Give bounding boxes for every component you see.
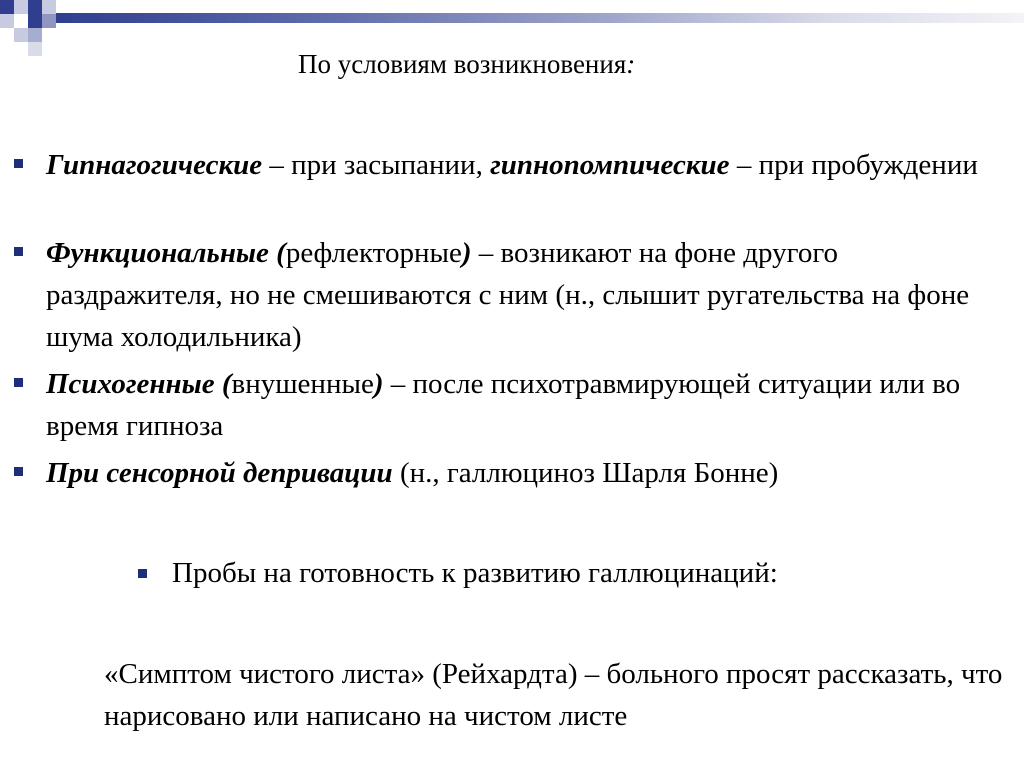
header-square — [28, 42, 42, 56]
term: Психогенные ( — [46, 368, 232, 400]
header-square — [28, 28, 42, 42]
description: – возникают на фоне другого раздражителя, но не смешиваются с ним (н., слышит ругательства на фоне шума холодильника) — [46, 237, 970, 353]
header-square — [0, 14, 14, 28]
header-square — [14, 0, 28, 14]
header-square — [42, 0, 56, 14]
description: – при пробуждении — [729, 149, 978, 181]
slide-title-text: По условиям возникновения — [298, 49, 627, 79]
bullet-square-icon — [14, 159, 23, 168]
term-close: ) — [373, 368, 384, 400]
header-square — [42, 14, 56, 28]
header-square — [0, 0, 14, 14]
bullet-square-icon — [14, 247, 23, 256]
bullet-square-icon — [14, 467, 23, 476]
description: – при засыпании, — [262, 149, 491, 181]
list-item-text — [46, 232, 1006, 358]
slide-title-colon: : — [626, 49, 636, 79]
header-square — [14, 28, 28, 42]
symptom-description: «Симптом чистого листа» (Рейхардта) – больного просят рассказать, что нарисовано или написано на чистом листе — [104, 658, 1003, 732]
term: гипнопомпические — [490, 149, 730, 181]
header-gradient-bar — [56, 13, 1024, 23]
term-synonym: рефлекторные — [285, 237, 462, 269]
slide-title — [298, 47, 635, 81]
term-close: ) — [461, 237, 472, 269]
list-item-text — [46, 452, 1006, 494]
term: Гипнагогические — [46, 149, 263, 181]
bullet-square-icon — [14, 378, 23, 387]
header-square — [28, 0, 42, 14]
description: – после психотравмирующей ситуации или во время гипноза — [46, 368, 961, 442]
term-synonym: внушенные — [231, 368, 374, 400]
term: Функциональные ( — [46, 237, 286, 269]
list-item-text — [46, 144, 1006, 186]
list-item-text — [46, 363, 1006, 447]
term: При сенсорной депривации — [46, 457, 393, 489]
description: (н., галлюциноз Шарля Бонне) — [392, 457, 779, 489]
probe-heading-text: Пробы на готовность к развитию галлюцинаций: — [172, 557, 778, 589]
bullet-square-icon — [138, 569, 147, 578]
header-square — [28, 14, 42, 28]
